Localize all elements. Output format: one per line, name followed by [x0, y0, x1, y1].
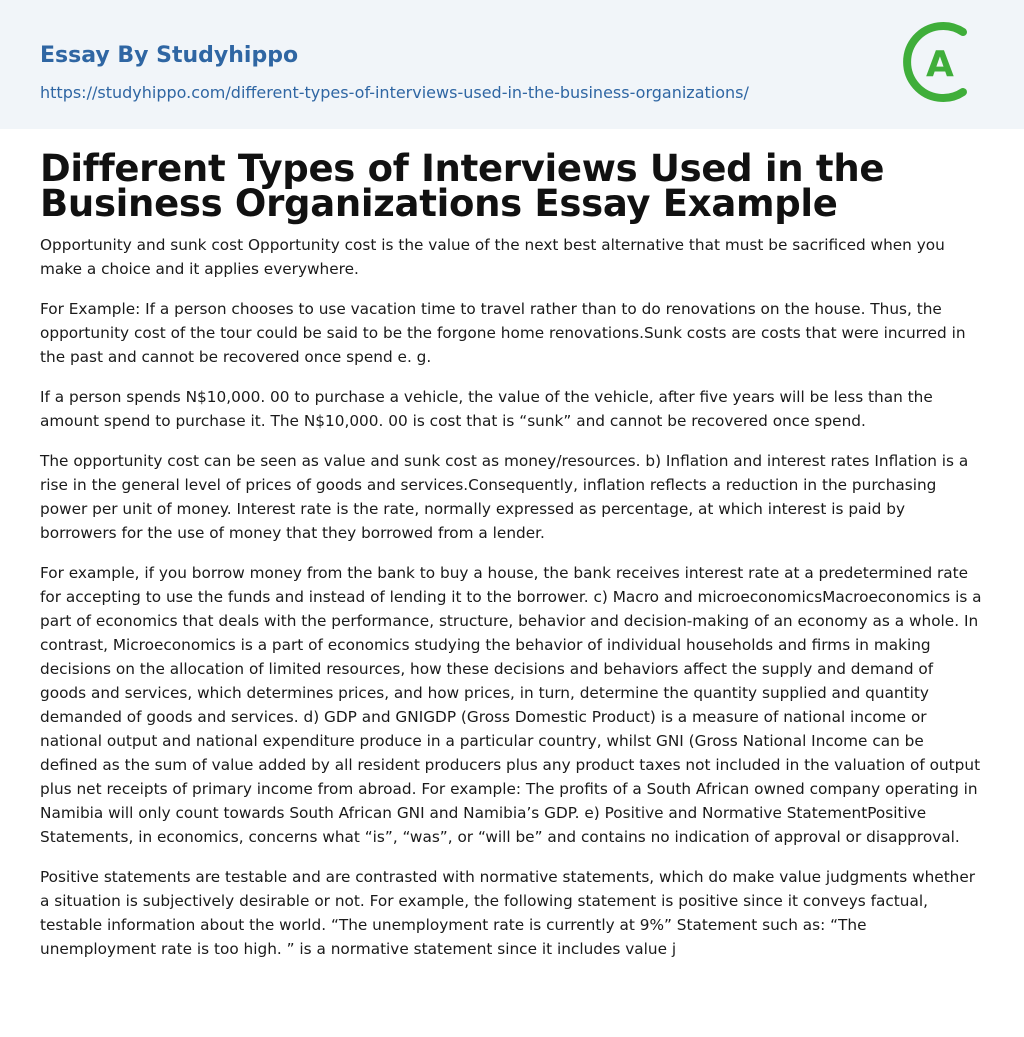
article-title: Different Types of Interviews Used in the Business Organizations Essay Example [40, 147, 885, 225]
article-paragraph: If a person spends N$10,000. 00 to purchase a vehicle, the value of the vehicle, after five years will be less than the amount spend to purchase it. The N$10,000. 00 is cost that is “sunk” and cannot be recovered once spend. [40, 388, 933, 430]
article-paragraph: Opportunity and sunk cost Opportunity cost is the value of the next best alternative that must be sacrificed when you make a choice and it applies everywhere. [40, 236, 945, 278]
site-header [0, 0, 1024, 129]
article-paragraph: For example, if you borrow money from the bank to buy a house, the bank receives interest rate at a predetermined rate for accepting to use the funds and instead of lending it to the borrower. c) Macro and microeconomicsMacroeconomics is a part of economics that deals with the performance, structure, behavior and decision-making of an economy as a whole. In contrast, Microeconomics is a part of economics studying the behavior of individual households and firms in making decisions on the allocation of limited resources, how these decisions and behaviors affect the supply and demand of goods and services, which determines prices, and how prices, in turn, determine the quantity supplied and quantity demanded of goods and services. d) GDP and GNIGDP (Gross Domestic Product) is a measure of national income or national output and national expenditure produce in a particular country, whilst GNI (Gross National Income can be defined as the sum of value added by all resident producers plus any product taxes not included in the valuation of output plus net receipts of primary income from abroad. For example: The profits of a South African owned company operating in Namibia will only count towards South African GNI and Namibia’s GDP. e) Positive and Normative StatementPositive Statements, in economics, concerns what “is”, “was”, or “will be” and contains no indication of approval or disapproval. [40, 564, 982, 846]
article-paragraph: For Example: If a person chooses to use vacation time to travel rather than to do renovations on the house. Thus, the opportunity cost of the tour could be said to be the forgone home renovations.Sunk costs are costs that were incurred in the past and cannot be recovered once spend e. g. [40, 300, 966, 366]
article-paragraph: Positive statements are testable and are contrasted with normative statements, which do make value judgments whether a situation is subjectively desirable or not. For example, the following statement is positive since it conveys factual, testable information about the world. “The unemployment rate is currently at 9%” Statement such as: “The unemployment rate is too high. ” is a normative statement since it includes value j [40, 868, 976, 958]
site-brand[interactable]: Essay By Studyhippo [40, 43, 299, 68]
article [0, 129, 1024, 961]
studyhippo-logo-icon[interactable] [900, 20, 984, 104]
logo-letter: A [926, 44, 954, 85]
source-url-link[interactable]: https://studyhippo.com/different-types-of-interviews-used-in-the-business-organizations/ [40, 83, 749, 102]
article-paragraph: The opportunity cost can be seen as value and sunk cost as money/resources. b) Inflation and interest rates Inflation is a rise in the general level of prices of goods and services.Consequently, inflation reflects a reduction in the purchasing power per unit of money. Interest rate is the rate, normally expressed as percentage, at which interest is paid by borrowers for the use of money that they borrowed from a lender. [40, 452, 969, 542]
